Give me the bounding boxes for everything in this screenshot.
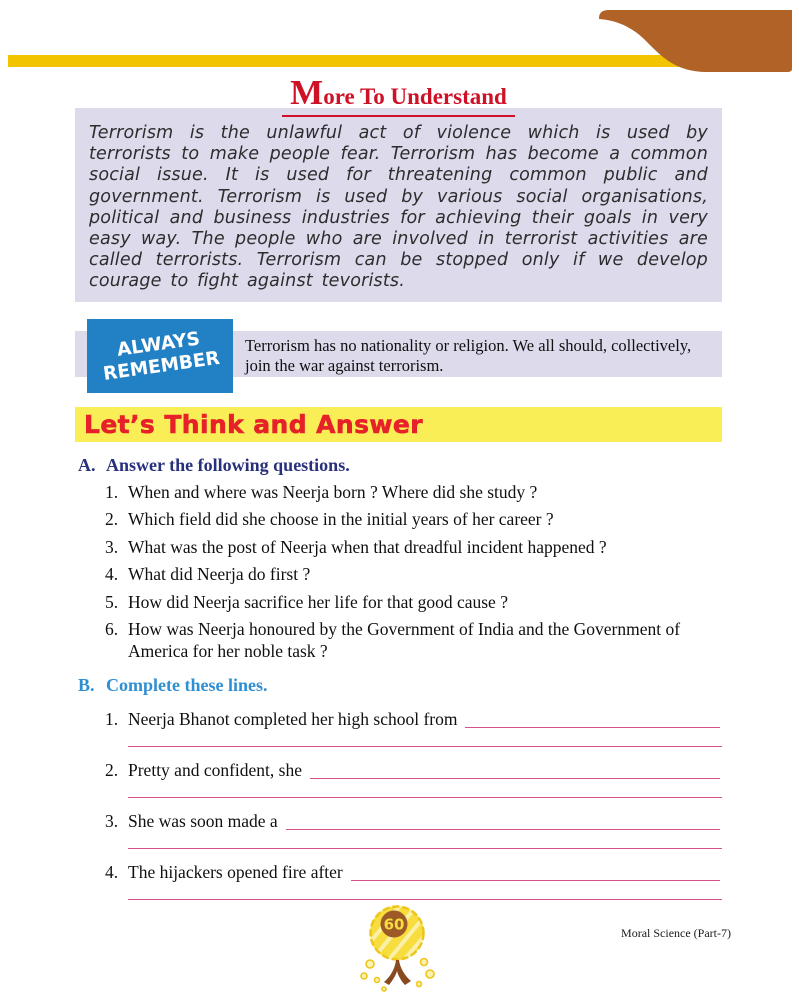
fill-in-text: The hijackers opened fire after [128,862,343,883]
fill-in-item [105,810,722,832]
fill-in-number: 1. [105,709,119,730]
question-number: 1. [105,481,119,502]
fill-in-body [128,708,722,730]
page-title-rest: ore To Understand [323,84,507,109]
question-text: When and where was Neerja born ? Where did she study ? [128,481,538,502]
page-content [75,73,722,900]
question-number: 6. [105,619,119,640]
fill-in-text: Neerja Bhanot completed her high school from [128,709,458,730]
lets-think-title: Let’s Think and Answer [84,409,423,439]
question-number: 3. [105,536,119,557]
page-number-tree-icon [354,901,446,997]
continuation-line [128,782,722,798]
continuation-line [128,833,722,849]
section-b-title: Complete these lines. [106,675,268,696]
question-text: What did Neerja do first ? [128,564,311,585]
intro-text-box [75,108,722,302]
section-a-heading [75,454,722,476]
always-remember-text: Terrorism has no nationality or religion. We all should, collectively, join the war against terrorism. [245,335,692,376]
blank-line [286,810,720,830]
question-text: How was Neerja honoured by the Government of India and the Government of America for her noble task ? [128,619,681,661]
question-number: 2. [105,509,119,530]
fill-in-body [128,759,722,781]
blank-line [310,759,720,779]
always-remember-badge [87,319,233,393]
always-remember-label: ALWAYS REMEMBER [101,328,222,385]
section-a-title: Answer the following questions. [106,454,350,475]
blank-line [465,708,720,728]
fill-in-number: 4. [105,862,119,883]
question-item [105,592,722,614]
question-text: How did Neerja sacrifice her life for that good cause ? [128,591,508,612]
question-text: Which field did she choose in the initial years of her career ? [128,509,554,530]
blank-line [351,861,720,881]
fill-in-body [128,810,722,832]
section-a [75,454,722,663]
page-title [282,73,515,117]
question-item [105,509,722,531]
question-number: 5. [105,591,119,612]
question-number: 4. [105,564,119,585]
question-item [105,564,722,586]
page-number: 60 [383,915,404,934]
lets-think-banner [75,407,722,442]
section-heading-wrap [75,73,722,117]
section-b-letter: B. [78,675,95,696]
book-title: Moral Science (Part-7) [621,926,731,940]
fill-in-item [105,861,722,883]
question-item [105,537,722,559]
fill-in-item [105,759,722,781]
fill-in-number: 2. [105,760,119,781]
corner-swoosh-shape [599,10,792,72]
fill-in-body [128,861,722,883]
always-remember-section [75,319,722,393]
section-b-heading [75,674,722,696]
question-item [105,619,722,662]
section-a-letter: A. [78,454,96,475]
fill-in-text: Pretty and confident, she [128,760,302,781]
fill-in-text: She was soon made a [128,811,278,832]
page-title-initial: M [290,73,324,112]
continuation-line [128,731,722,747]
fill-in-number: 3. [105,811,119,832]
continuation-line [128,884,722,900]
intro-text: Terrorism is the unlawful act of violence which is used by terrorists to make people fear. Terrorism has become a common social issue. It is used for threatening common public and government. Terrorism is used by various social organisations, political and business industries for achieving their goals in very easy way. The people who are involved in terrorist activities are called terrorists. Terrorism can be stopped only if we develop courage to fight against tevorists. [89,123,708,292]
fill-in-item [105,708,722,730]
question-item [105,482,722,504]
section-b [75,674,722,900]
question-text: What was the post of Neerja when that dreadful incident happened ? [128,536,607,557]
